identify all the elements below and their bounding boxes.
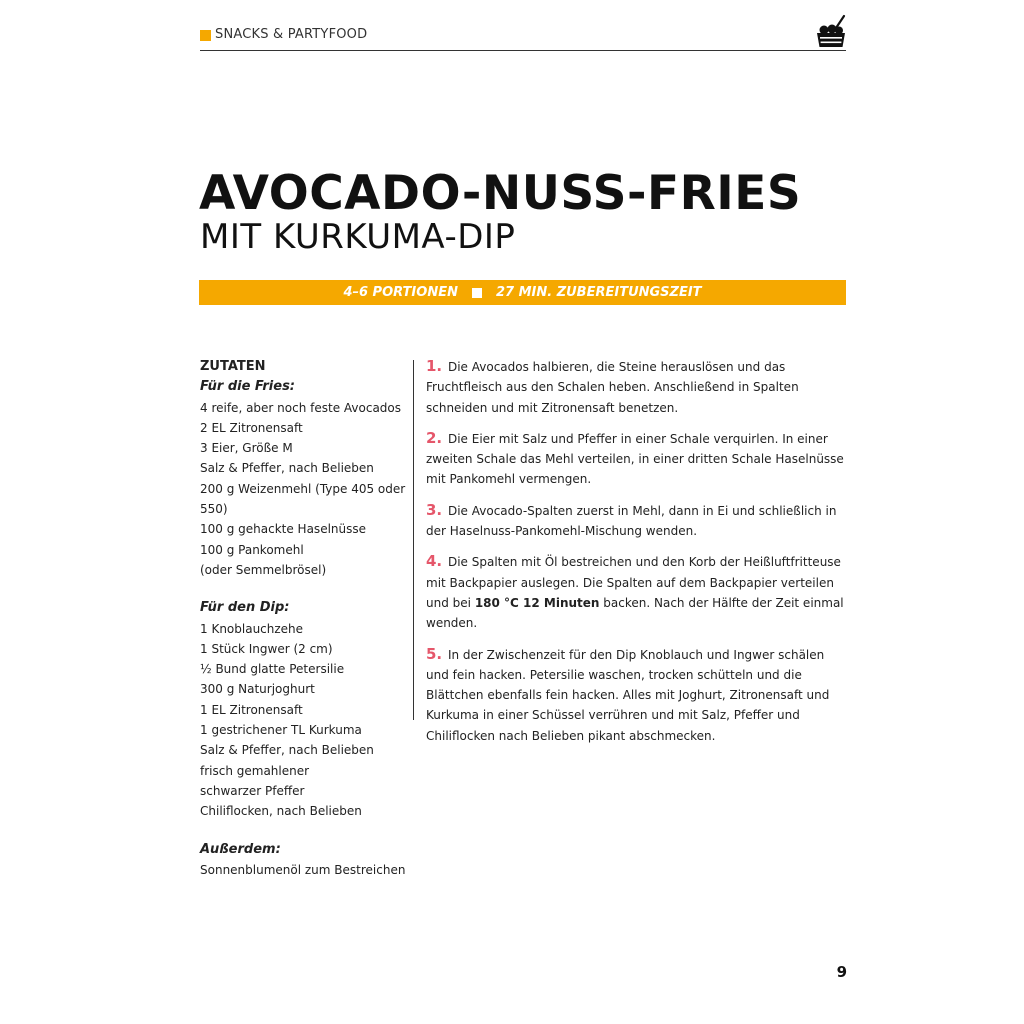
step-number: 3. <box>426 500 443 519</box>
instructions-column <box>426 356 848 756</box>
ingredient-item: 300 g Naturjoghurt <box>200 682 315 697</box>
fries-heading: Für die Fries: <box>200 379 296 395</box>
page-number: 9 <box>836 963 847 981</box>
column-divider <box>413 360 414 720</box>
portions-label: 4–6 PORTIONEN <box>343 285 458 300</box>
step-2 <box>426 428 848 490</box>
extra-list <box>200 860 406 880</box>
info-separator <box>472 288 482 298</box>
ingredient-item: 1 Stück Ingwer (2 cm) <box>200 641 333 656</box>
section-marker <box>200 30 211 41</box>
recipe-subtitle: MIT KURKUMA-DIP <box>200 217 516 257</box>
step-text: Die Eier mit Salz und Pfeffer in einer Schale verquirlen. In einer zweiten Schale das Mehl verteilen, in einer dritten Schale Haselnüsse mit Pankomehl vermengen. <box>426 431 844 487</box>
step-5 <box>426 644 848 746</box>
step-3 <box>426 500 848 542</box>
step-number: 1. <box>426 357 443 375</box>
ingredient-item: Chiliflocken, nach Belieben <box>200 804 362 819</box>
step-4 <box>426 551 848 633</box>
ingredient-item: 4 reife, aber noch feste Avocados <box>200 400 402 415</box>
step-1 <box>426 356 848 418</box>
fries-list <box>200 398 406 581</box>
step-number: 4. <box>426 552 443 571</box>
step-text: Die Avocados halbieren, die Steine herauslösen und das Fruchtfleisch aus den Schalen heben. Anschließend in Spalten schneiden und mit Zitronensaft benetzen. <box>426 360 799 415</box>
step-number: 2. <box>426 428 443 447</box>
ingredient-item: (oder Semmelbrösel) <box>200 562 327 577</box>
dip-heading: Für den Dip: <box>200 600 290 616</box>
recipe-title: AVOCADO-NUSS-FRIES <box>199 166 802 221</box>
extra-heading: Außerdem: <box>200 841 281 857</box>
ingredients-column <box>200 357 406 880</box>
ingredient-item: Sonnenblumenöl zum Bestreichen <box>200 862 406 877</box>
step-text-end: backen. Nach der Hälfte der Zeit einmal wenden. <box>426 595 844 631</box>
step-text: In der Zwischenzeit für den Dip Knoblauch und Ingwer schälen und fein hacken. Petersilie waschen, trocken schütteln und die Blättchen ebenfalls fein hacken. Alles mit Joghurt, Zitronensaft und Kurkuma in einer Schüssel verrühren und mit Salz, Pfeffer und Chiliflocken nach Belieben pikant abschmecken. <box>426 647 830 743</box>
recipe-info-bar <box>199 280 846 305</box>
ingredient-item: 1 gestrichener TL Kurkuma <box>200 723 362 738</box>
ingredient-item: 1 EL Zitronensaft <box>200 702 303 717</box>
ingredient-item: 1 Knoblauchzehe <box>200 621 304 636</box>
ingredient-item: 2 EL Zitronensaft <box>200 420 303 435</box>
ingredient-item: Salz & Pfeffer, nach Belieben <box>200 743 374 758</box>
step-temperature-time: 180 °C 12 Minuten <box>474 595 600 610</box>
ingredient-item: 550) <box>200 502 228 517</box>
ingredient-item: 100 g Pankomehl <box>200 542 304 557</box>
basket-icon <box>814 14 848 50</box>
step-text: Die Spalten mit Öl bestreichen und den Korb der Heißluftfritteuse mit Backpapier auslegen. Die Spalten auf dem Backpapier verteilen und bei <box>426 555 841 610</box>
ingredients-heading: ZUTATEN <box>200 359 266 374</box>
section-label: SNACKS & PARTYFOOD <box>215 27 368 42</box>
ingredient-item: schwarzer Pfeffer <box>200 783 305 798</box>
step-number: 5. <box>426 644 443 663</box>
ingredient-item: 100 g gehackte Haselnüsse <box>200 522 367 537</box>
ingredient-item: ½ Bund glatte Petersilie <box>200 662 345 677</box>
ingredient-item: Salz & Pfeffer, nach Belieben <box>200 461 374 476</box>
page-header <box>200 26 846 51</box>
ingredient-item: 3 Eier, Größe M <box>200 441 293 456</box>
ingredient-item: frisch gemahlener <box>200 763 310 778</box>
ingredient-item: 200 g Weizenmehl (Type 405 oder <box>200 481 406 496</box>
prep-time-label: 27 MIN. ZUBEREITUNGSZEIT <box>495 285 702 300</box>
step-text: Die Avocado-Spalten zuerst in Mehl, dann in Ei und schließlich in der Haselnuss-Pankomehl-Mischung wenden. <box>426 503 837 539</box>
dip-list <box>200 619 406 822</box>
